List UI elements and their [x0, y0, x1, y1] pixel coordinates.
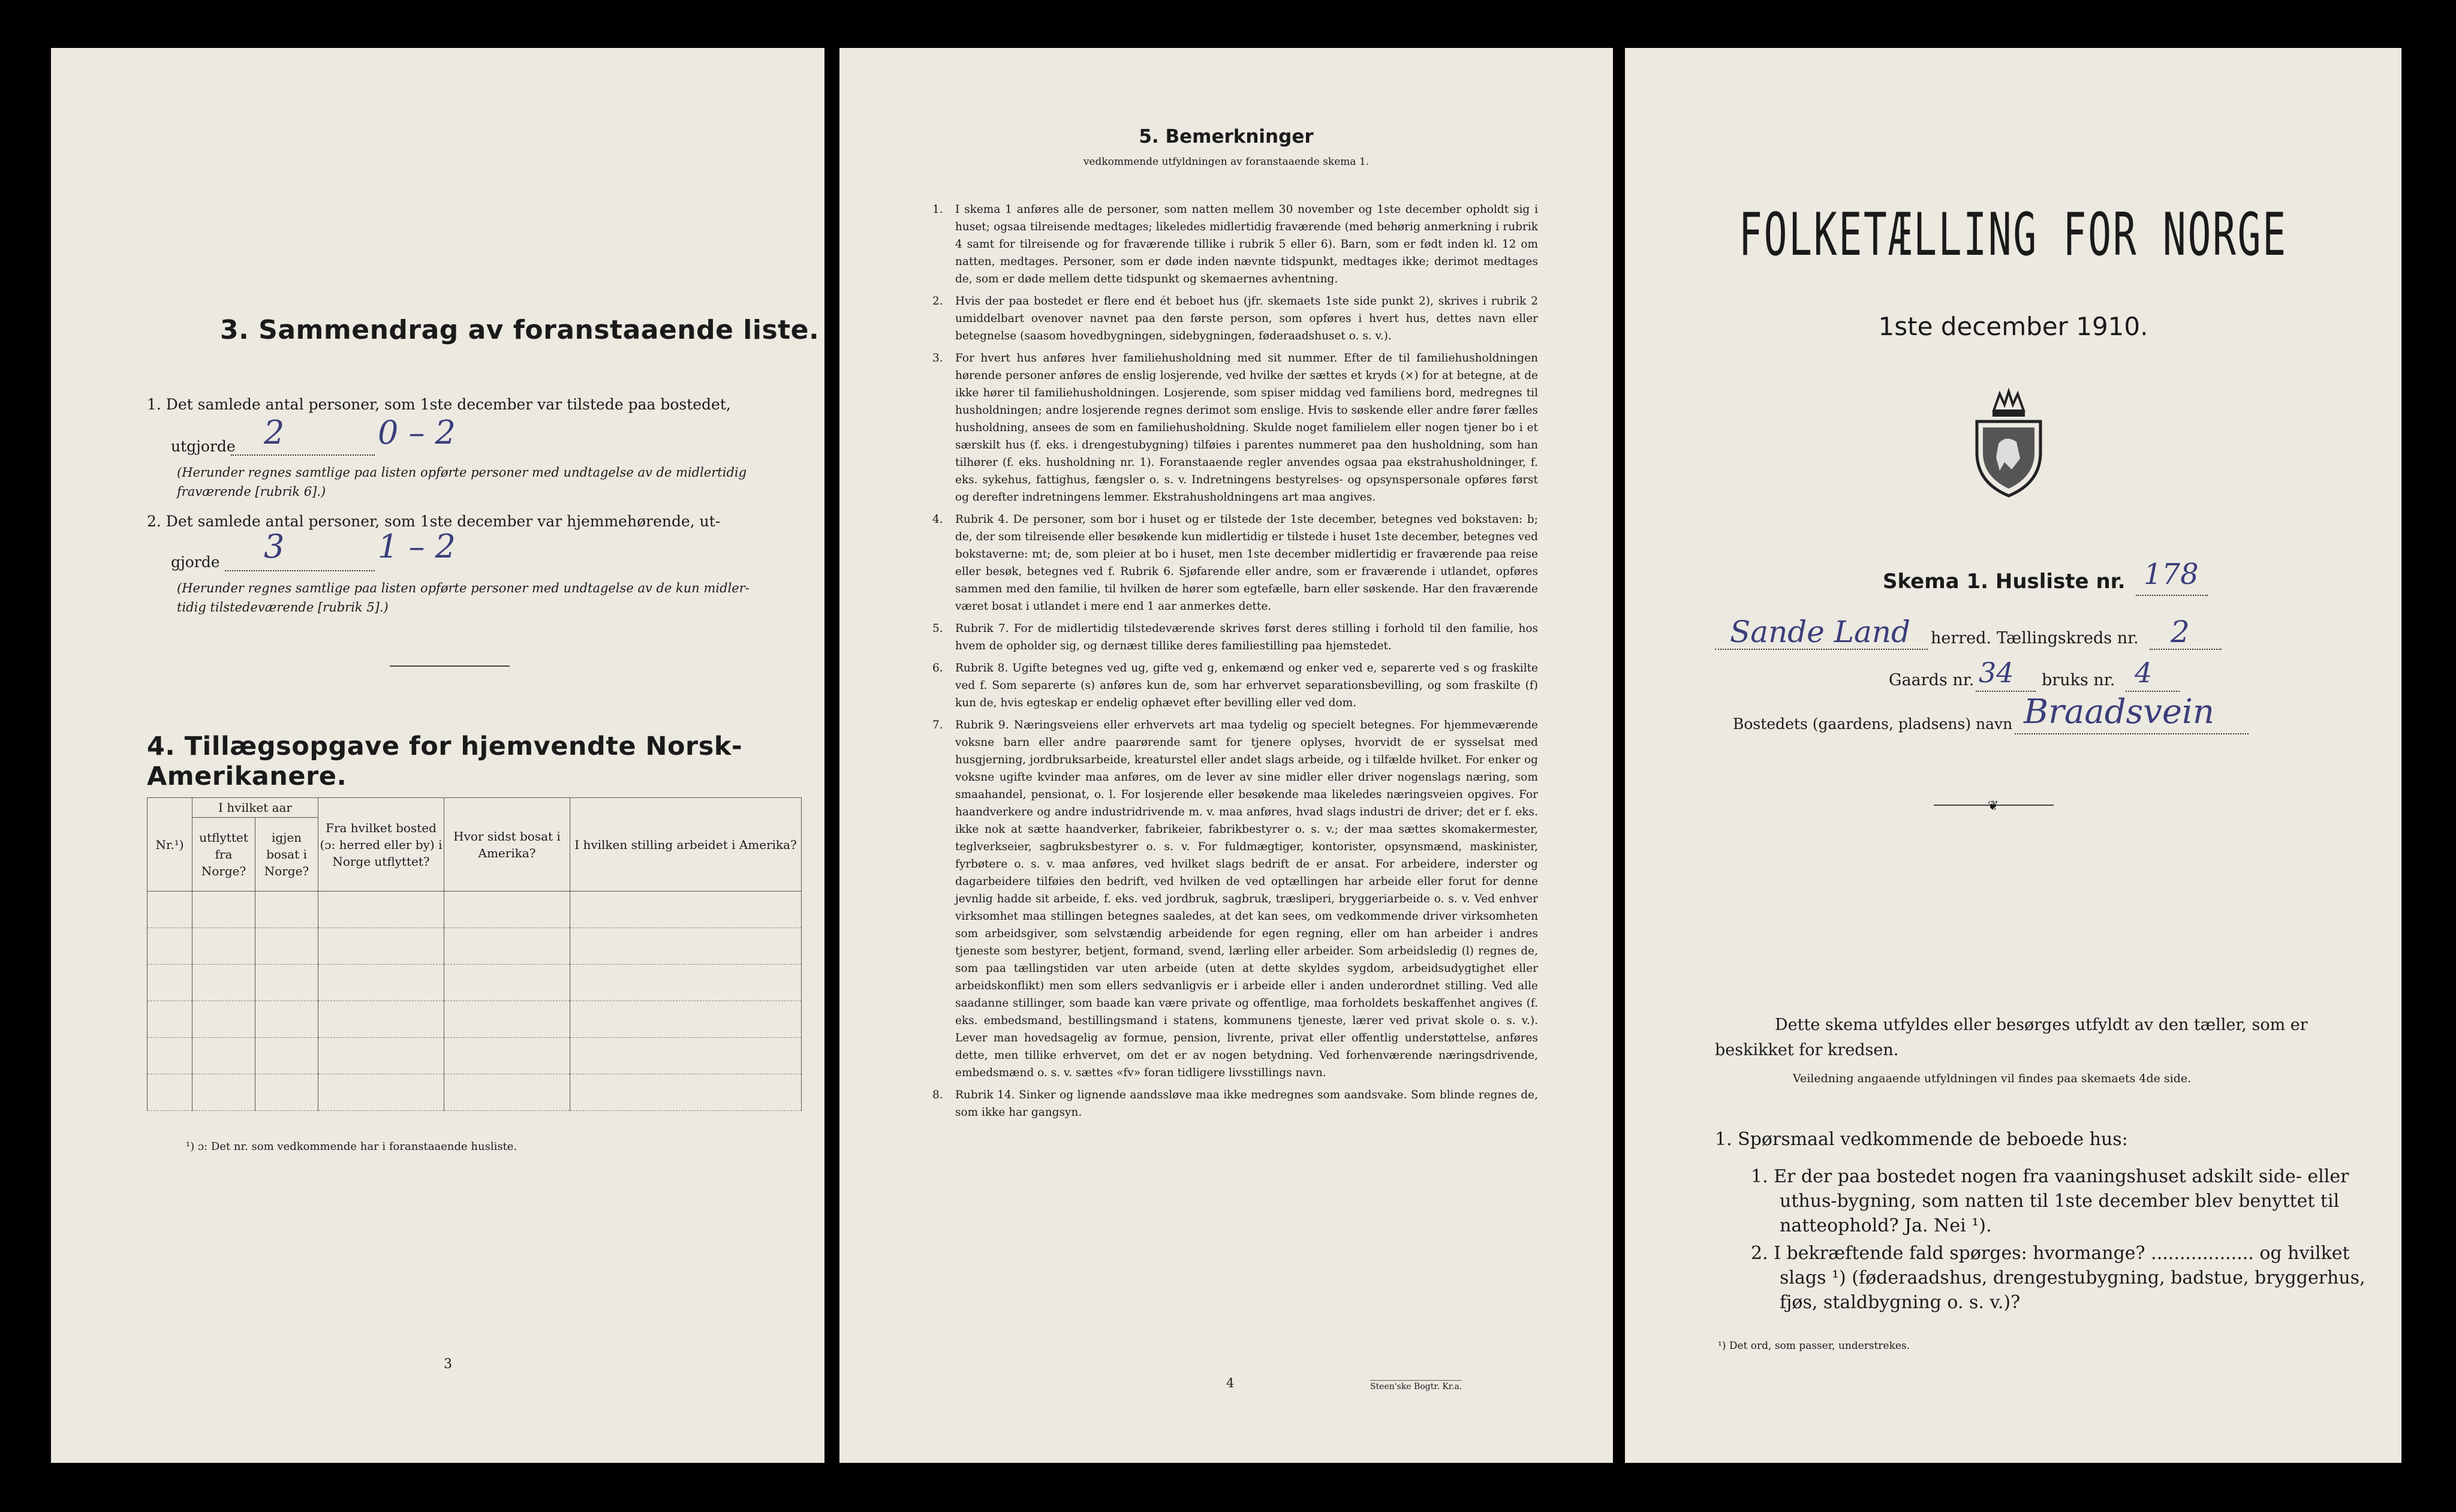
col-stilling: I hvilken stilling arbeidet i Amerika?: [570, 798, 802, 891]
item2-text: 2. Det samlede antal personer, som 1ste december var hjemmehørende, ut-: [147, 513, 721, 530]
bosted-dotline: [2015, 733, 2249, 734]
remark-text: Rubrik 7. For de midlertidig tilstedeværende skrives først deres stilling i forhold til den familie, hos hvem de opholder sig, og dernæst tillike deres familiestilling paa hjemstedet.: [955, 622, 1538, 652]
remark-number: 6.: [932, 662, 943, 674]
item1-note-1: (Herunder regnes samtlige paa listen opførte personer med undtagelse av de midlertidig: [177, 465, 747, 480]
remark-number: 4.: [932, 513, 943, 526]
bosted-label: Bostedets (gaardens, pladsens) navn: [1733, 715, 2013, 733]
census-date: 1ste december 1910.: [1878, 312, 2148, 341]
herred-label: herred.: [1931, 629, 1992, 647]
remark-item: [932, 293, 1538, 345]
remark-number: 8.: [932, 1089, 943, 1101]
item1-handwritten-a: 2: [264, 414, 285, 451]
bruks-dotline: [2126, 691, 2180, 692]
page-4: [839, 48, 1613, 1463]
bruks-handwritten: 4: [2135, 656, 2153, 689]
table-row: [148, 965, 802, 1001]
col-hvor-sidst: Hvor sidst bosat i Amerika?: [444, 798, 570, 891]
gaards-handwritten: 34: [1979, 656, 2014, 689]
divider: [390, 665, 510, 667]
bruks-label: bruks nr.: [2042, 671, 2115, 689]
remark-text: For hvert hus anføres hver familiehusholdning med sit nummer. Efter de til familiehusholdningen hørende personer anføres de enslig losjerende, ved hvilke der sættes et kryds (×) for at betegne, at de ikke hører til familiehusholdningen. Losjerende, som spiser middag ved familiens bord, medregnes til husholdningen; andre losjerende regnes derimot som enslige. Hvis to søskende eller andre fører fælles husholdning, ansees de som en familiehusholdning. Skulde noget familielem eller nogen tjener bo i et særskilt hus (f. eks. i drengestubygning) tilføies i parentes nummeret paa den husholdning, som han tilhører (f. eks. husholdning nr. 1). Foranstaaende regler anvendes ogsaa paa ekstrahusholdninger, f. eks. sykehus, fattighus, fængsler o. s. v. Indretningens bestyrelses- og opsynspersonale opføres først og derefter indretningens lemmer. Ekstrahusholdningens art maa angives.: [955, 352, 1538, 504]
coat-of-arms-icon: [1970, 387, 2048, 501]
section-4-title: 4. Tillægsopgave for hjemvendte Norsk-Amerikanere.: [147, 731, 743, 791]
item2-handwritten-b: 1 – 2: [378, 528, 456, 565]
item2-handwritten-a: 3: [264, 528, 285, 565]
norsk-amerikanere-table: [147, 797, 802, 1111]
item2-note-2: tidig tilstedeværende [rubrik 5].): [177, 600, 389, 615]
intro-line-1: Dette skema utfyldes eller besørges utfyldt av den tæller, som er: [1775, 1016, 2308, 1034]
husliste-dotline: [2136, 595, 2208, 596]
remark-number: 1.: [932, 203, 943, 216]
intro-line-2: beskikket for kredsen.: [1715, 1041, 1899, 1059]
col-year-group: I hvilket aar: [192, 798, 318, 818]
kreds-label: Tællingskreds nr.: [1997, 629, 2139, 647]
page-3: [51, 48, 824, 1463]
remark-item: [932, 1086, 1538, 1121]
remark-number: 5.: [932, 622, 943, 635]
question-2: 2. I bekræftende fald spørges: hvormange? .................. og hvilket slags ¹) (føderaadshus, drengestubygning, badstue, bryggerhus, fjøs, staldbygning o. s. v.)?: [1751, 1243, 2365, 1313]
remarks-list: [932, 201, 1538, 1126]
col-nr: Nr.¹): [148, 798, 192, 891]
remark-number: 7.: [932, 719, 943, 731]
table-row: [148, 1001, 802, 1038]
question-1: 1. Er der paa bostedet nogen fra vaaningshuset adskilt side- eller uthus-bygning, som natten til 1ste december blev benyttet til natteophold? Ja. Nei ¹).: [1751, 1166, 2349, 1236]
table-row: [148, 1038, 802, 1074]
item1-note-2: fraværende [rubrik 6].): [177, 484, 326, 499]
remark-item: [932, 350, 1538, 506]
remark-item: [932, 511, 1538, 615]
remark-text: I skema 1 anføres alle de personer, som natten mellem 30 november og 1ste december opholdt sig i huset; ogsaa tilreisende medtages; likeledes midlertidig fraværende (med behørig anmerkning i rubrik 4 samt for tilreisende og for fraværende tillike i rubrik 5 eller 6). Barn, som er født inden kl. 12 om natten, medtages. Personer, som er døde inden nævnte tidspunkt, medtages ikke; derimot medtages de, som er døde mellem dette tidspunkt og skemaernes avhentning.: [955, 203, 1538, 285]
intro-note: Veiledning angaaende utfyldningen vil findes paa skemaets 4de side.: [1793, 1072, 2192, 1085]
gaards-label: Gaards nr.: [1889, 671, 1975, 689]
section-3-title: 3. Sammendrag av foranstaaende liste.: [220, 315, 820, 345]
item2-note-1: (Herunder regnes samtlige paa listen opførte personer med undtagelse av de kun midler-: [177, 581, 750, 595]
kreds-handwritten: 2: [2171, 615, 2190, 649]
herred-handwritten: Sande Land: [1730, 615, 1910, 649]
remark-text: Hvis der paa bostedet er flere end ét beboet hus (jfr. skemaets 1ste side punkt 2), skrives i rubrik 2 umiddelbart ovenover navnet paa den første person, som opføres i hvert hus, dettes navn eller betegnelse (saasom hovedbygningen, sidebygningen, føderaadshuset o. s. v.).: [955, 295, 1538, 342]
table-row: [148, 891, 802, 928]
item1-text: 1. Det samlede antal personer, som 1ste december var tilstede paa bostedet,: [147, 396, 731, 413]
remarks-title: 5. Bemerkninger: [1139, 126, 1314, 147]
remark-item: [932, 716, 1538, 1082]
table-row: [148, 1074, 802, 1111]
question-heading: 1. Spørsmaal vedkommende de beboede hus:: [1715, 1129, 2128, 1150]
table-footnote: ¹) ɔ: Det nr. som vedkommende har i foranstaaende husliste.: [186, 1140, 517, 1153]
col-igjen: igjen bosat i Norge?: [255, 818, 318, 891]
col-utflyttet: utflyttet fra Norge?: [192, 818, 255, 891]
remark-number: 3.: [932, 352, 943, 365]
remarks-subtitle: vedkommende utfyldningen av foranstaaende skema 1.: [1083, 156, 1370, 168]
main-title: FOLKETÆLLING FOR NORGE: [1739, 201, 2288, 269]
item1-prefix: utgjorde: [171, 438, 236, 455]
printer-mark: Steen'ske Bogtr. Kr.a.: [1370, 1380, 1462, 1391]
remark-number: 2.: [932, 295, 943, 308]
remark-text: Rubrik 8. Ugifte betegnes ved ug, gifte ved g, enkemænd og enker ved e, separerte ved s og fraskilte ved f. Som separerte (s) anføres kun de, som har erhvervet separationsbevilling, og som fraskilte (f) kun de, hvis egteskap er endelig ophævet efter bevilling eller ved dom.: [955, 662, 1538, 709]
remark-item: [932, 201, 1538, 288]
remark-text: Rubrik 14. Sinker og lignende aandssløve maa ikke medregnes som aandsvake. Som blinde regnes de, som ikke har gangsyn.: [955, 1089, 1538, 1119]
bosted-handwritten: Braadsvein: [2024, 692, 2215, 731]
remark-item: [932, 620, 1538, 655]
table-row: [148, 928, 802, 965]
remark-text: Rubrik 4. De personer, som bor i huset og er tilstede der 1ste december, betegnes ved bokstaven: b; de, der som tilreisende eller besøkende kun midlertidig er tilstede i huset 1ste december, betegnes ved bokstaverne: mt; de, som pleier at bo i huset, men 1ste december midlertidig er fraværende paa reise eller besøk, betegnes ved f. Rubrik 6. Sjøfarende eller andre, som er fraværende i utlandet, opføres sammen med den familie, til hvilken de hører som egtefælle, barn eller søskende. Har den fraværende været bosat i utlandet i mere end 1 aar anmerkes dette.: [955, 513, 1538, 613]
page-number: 3: [444, 1357, 452, 1372]
footnote: ¹) Det ord, som passer, understrekes.: [1718, 1340, 1910, 1352]
item2-dotline: [225, 570, 375, 571]
item2-prefix: gjorde: [171, 553, 220, 571]
remark-text: Rubrik 9. Næringsveiens eller erhvervets art maa tydelig og specielt betegnes. For hjemmeværende voksne barn eller andre paarørende samt for tjenere oplyses, hvorvidt de er sysselsat med husgjerning, jordbruksarbeide, kreaturstel eller andet slags arbeide, og i tilfælde hvilket. For enker og voksne ugifte kvinder maa anføres, om de lever av sine midler eller driver nogenslags næring, som smaahandel, pensionat, o. l. For losjerende eller besøkende maa likeledes næringsveien opgives. For haandverkere og andre industridrivende m. v. maa anføres, hvad slags industri de driver; det er f. eks. ikke nok at sætte haandverker, fabrikeier, fabrikbestyrer o. s. v.; der maa sættes skomakermester, teglverkseier, sagbruksbestyrer o. s. v. For fuldmægtiger, kontorister, opsynsmænd, maskinister, fyrbøtere o. s. v. maa anføres, ved hvilket slags bedrift de er ansat. For arbeidere, inderster og dagarbeidere tilføies den bedrift, ved hvilken de ved optællingen har arbeide eller forut for denne jevnlig hadde sit arbeide, f. eks. ved jordbruk, sagbruk, træsliperi, bryggeriarbeide o. s. v. Ved enhver virksomhet maa stillingen betegnes saaledes, at det kan sees, om vedkommende driver virksomheten som arbeidsgiver, som selvstændig arbeidende for egen regning, eller om han arbeider i andres tjeneste som bestyrer, betjent, formand, svend, lærling eller arbeider. Som arbeidsledig (l) regnes de, som paa tællingstiden var uten arbeide (uten at dette skyldes sygdom, arbeidsudygtighet eller arbeidskonflikt) men som ellers sedvanligvis er i arbeide eller i anden underordnet stilling. Ved alle saadanne stillinger, som baade kan være private og offentlige, maa forholdets beskaffenhet angives (f. eks. embedsmand, bestillingsmand i statens, kommunens tjeneste, lærer ved privat skole o. s. v.). Lever man hovedsagelig av formue, pension, livrente, privat eller offentlig understøttelse, anføres dette, men tillike erhvervet, om det er av nogen betydning. Ved forhenværende næringsdrivende, embedsmænd o. s. v. sættes «fv» foran tidligere livsstillings navn.: [955, 719, 1538, 1079]
col-fra-hvilket: Fra hvilket bosted (ɔ: herred eller by) i Norge utflyttet?: [318, 798, 444, 891]
item1-dotline: [231, 454, 375, 456]
item1-handwritten-b: 0 – 2: [378, 414, 456, 451]
husliste-handwritten: 178: [2144, 558, 2199, 591]
page-1: [1625, 48, 2401, 1463]
page-number: 4: [1226, 1376, 1235, 1390]
gaards-dotline: [1976, 691, 2036, 692]
ornament-icon: ❦: [1988, 799, 1999, 814]
skema-label: Skema 1. Husliste nr.: [1883, 570, 2126, 594]
remark-item: [932, 659, 1538, 712]
